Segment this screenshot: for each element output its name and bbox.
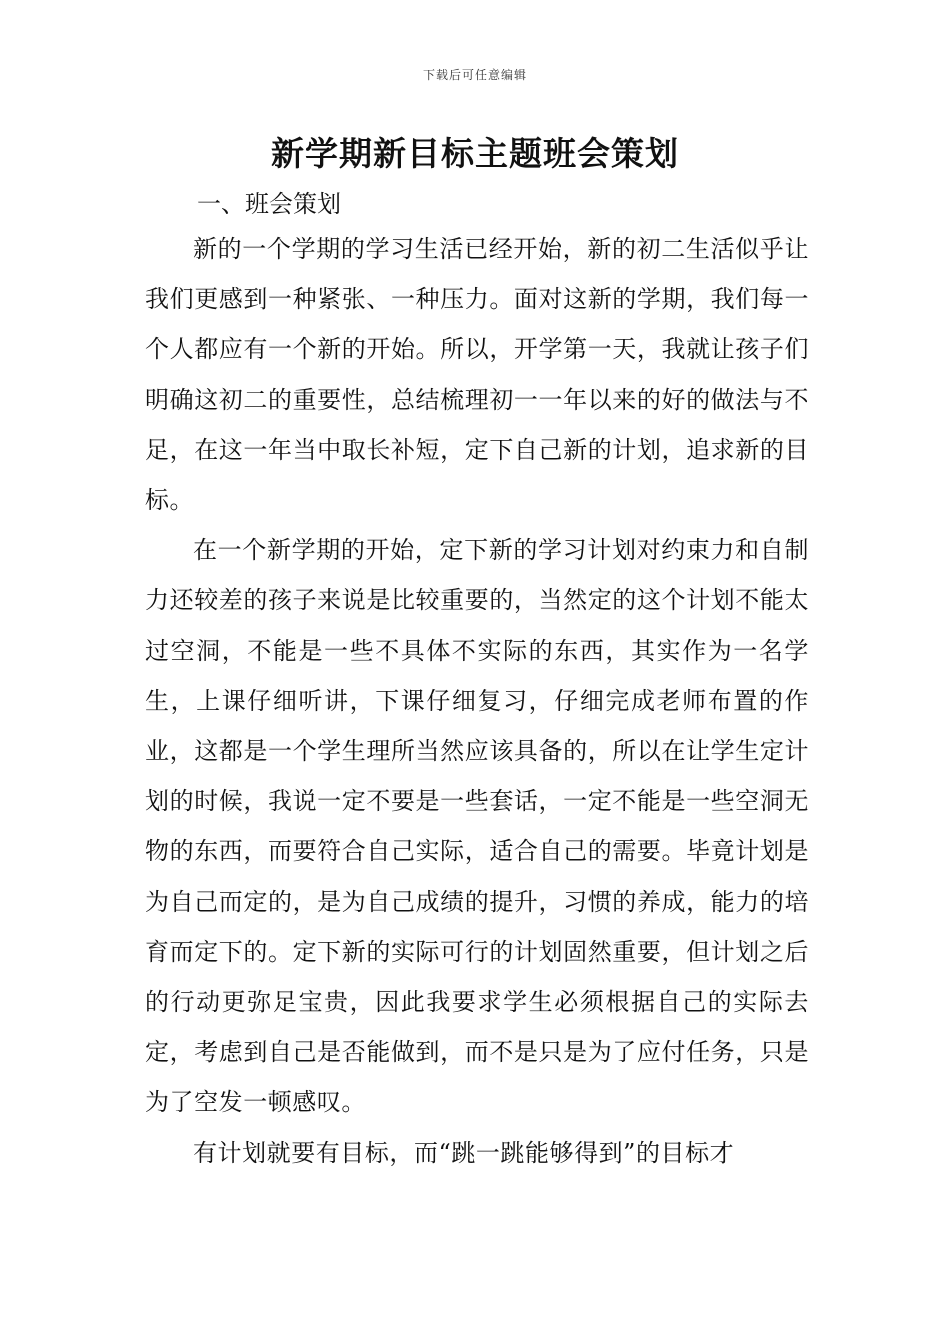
paragraph-3: 有计划就要有目标，而“跳一跳能够得到”的目标才 <box>193 1138 735 1167</box>
paragraph-2: 在一个新学期的开始，定下新的学习计划对约束力和自制力还较差的孩子来说是比较重要的，当然定的这个计划不能太过空洞，不能是一些不具体不实际的东西，其实作为一名学生，上课仔细听讲，下课仔细复习，仔细完成老师布置的作业，这都是一个学生理所当然应该具备的，所以在让学生定计划的时候，我说一定不要是一些套话，一定不能是一些空洞无物的东西，而要符合自己实际，适合自己的需要。毕竟计划是为自己而定的，是为自己成绩的提升，习惯的养成，能力的培育而定下的。定下新的实际可行的计划固然重要，但计划之后的行动更弥足宝贵，因此我要求学生必须根据自己的实际去定，考虑到自己是否能做到，而不是只是为了应付任务，只是为了空发一顿感叹。 <box>145 536 809 1117</box>
paragraph-1: 新的一个学期的学习生活已经开始，新的初二生活似乎让我们更感到一种紧张、一种压力。面对这新的学期，我们每一个人都应有一个新的开始。所以，开学第一天，我就让孩子们明确这初二的重要性，总结梳理初一一年以来的好的做法与不足，在这一年当中取长补短，定下自己新的计划，追求新的目标。 <box>145 235 809 515</box>
header-note: 下载后可任意编辑 <box>422 68 527 82</box>
document-title: 新学期新目标主题班会策划 <box>271 134 679 173</box>
document-body <box>145 224 809 1178</box>
section-heading: 一、班会策划 <box>197 190 341 218</box>
